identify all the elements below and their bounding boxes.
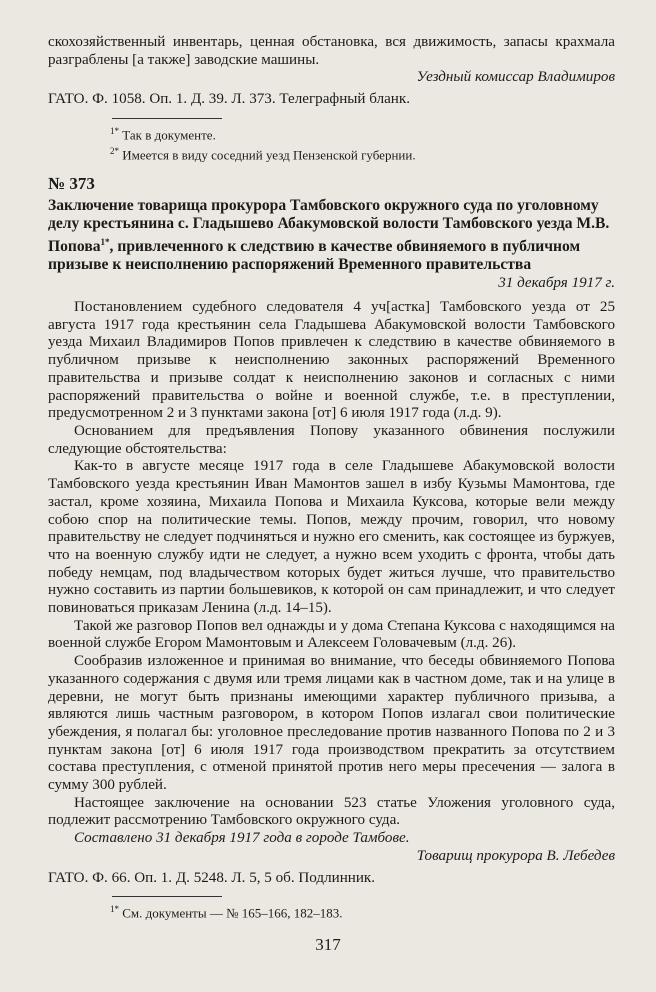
continued-paragraph: скохозяйственный инвентарь, ценная обстановка, вся движимость, запасы крахмала разграблены [а также] заводские машины. [48, 34, 615, 68]
footnote-divider [112, 118, 222, 119]
document-title [48, 197, 615, 274]
document-date: 31 декабря 1917 г. [498, 275, 615, 292]
document-source: ГАТО. Ф. 66. Оп. 1. Д. 5248. Л. 5, 5 об. Подлинник. [48, 869, 376, 886]
footnote [48, 143, 615, 163]
document-signature: Товарищ прокурора В. Лебедев [416, 847, 615, 864]
title-text: Заключение товарища прокурора Тамбовского окружного суда по уголовному делу крестьянина с. Гладышево Абакумовской волости Тамбовского уезда М.В. Попова [48, 197, 610, 256]
footnote-text: Имеется в виду соседний уезд Пензенской губернии. [122, 147, 416, 163]
composed-line: Составлено 31 декабря 1917 года в городе Тамбове. [74, 830, 410, 847]
body-paragraph: Сообразив изложенное и принимая во внимание, что беседы обвиняемого Попова указанного содержания с двумя или тремя лицами как в частном доме, так и на улице в деревни, не могут быть признаны имеющими характер публичного призыва, а являются лишь частным разговором, в котором Попов излагал свои политические убеждения, я полагал бы: уголовное преследование против названного Попова по 2 и 3 пунктам закона [от] 6 июля 1917 года производством прекратить за отсутствием состава преступления, с отменой принятой против него меры пресечения — залога в сумму 300 рублей. [48, 653, 615, 794]
footnote-text: См. документы — № 165–166, 182–183. [122, 905, 343, 921]
body-paragraph: Такой же разговор Попов вел однажды и у дома Степана Куксова с находящимся на военной службе Егором Мамонтовым и Алексеем Головачевым (л.д. 26). [48, 617, 615, 652]
page-number: 317 [315, 935, 341, 954]
body-paragraph: Настоящее заключение на основании 523 статье Уложения уголовного суда, подлежит рассмотрению Тамбовского окружного суда. [48, 794, 615, 829]
previous-signature: Уездный комиссар Владимиров [416, 69, 615, 86]
title-footnote-mark: 1* [100, 237, 110, 248]
body-paragraph: Постановлением судебного следователя 4 уч[астка] Тамбовского уезда от 25 августа 1917 года крестьянин села Гладышева Абакумовской волости Тамбовского уезда Михаил Владимиров Попов привлечен к следствию в качестве обвиняемого в публичном призыве к неисполнению законных распоряжений Временного правительства и призыве солдат к неисполнению законов и согласных с ними распоряжений правительства о войне и военной службе, т.е. в преступлении, предусмотренном 2 и 3 пунктами закона [от] 6 июля 1917 года (л.д. 9). [48, 299, 615, 422]
title-text-rest: , привлеченного к следствию в качестве обвиняемого в публичном призыве к неисполнению распоряжений Временного правительства [48, 238, 581, 274]
footnote-text: Так в документе. [122, 127, 216, 143]
footnote-mark: 1* [110, 125, 119, 136]
footnote-divider [112, 896, 222, 897]
footnote-mark: 1* [110, 904, 119, 915]
document-number: № 373 [48, 174, 95, 194]
page-content [48, 34, 615, 922]
footnote [48, 901, 615, 921]
body-paragraph: Основанием для предъявления Попову указанного обвинения послужили следующие обстоятельства: [48, 422, 615, 457]
previous-source: ГАТО. Ф. 1058. Оп. 1. Д. 39. Л. 373. Телеграфный бланк. [48, 91, 410, 108]
footnote [48, 123, 615, 143]
footnote-mark: 2* [110, 146, 119, 157]
body-paragraph: Как-то в августе месяце 1917 года в селе Гладышеве Абакумовской волости Тамбовского уезда крестьянин Иван Мамонтов зашел в избу Кузьмы Мамонтова, где застал, кроме хозяина, Михаила Попова и Михаила Куксова, которые вели между собою спор на политические темы. Попов, между прочим, говорил, что новому правительству не следует подчиняться и нужно его сменить, как состоящее из буржуев, что на военную службу идти не следует, а нужно всем уходить с фронта, чтобы дать победу немцам, под владычеством которых будет житься лучше, что правительство нужно составить из партии большевиков, к которой он сам принадлежит, и что следует повиноваться приказам Ленина (л.д. 14–15). [48, 458, 615, 617]
